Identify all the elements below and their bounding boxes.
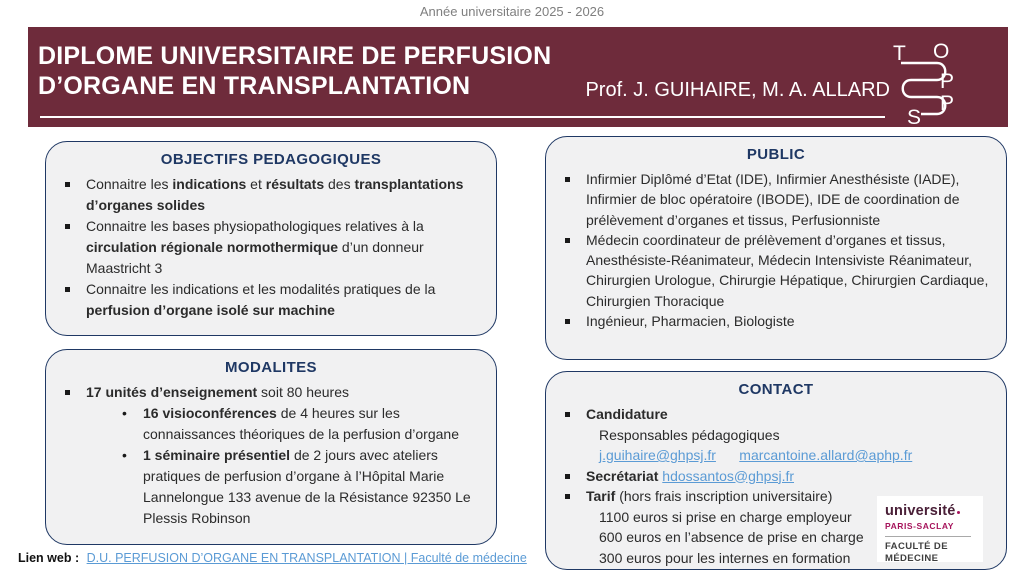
list-item xyxy=(562,311,994,331)
text-segment: Tarif xyxy=(586,488,616,504)
list-item xyxy=(62,174,484,216)
text-segment: 1 séminaire présentiel xyxy=(143,447,291,463)
list-item xyxy=(62,279,484,321)
list-item xyxy=(62,216,484,279)
text-segment: d’un donneur Maastricht 3 xyxy=(86,239,424,276)
text-segment: et xyxy=(246,176,266,192)
contact-title: CONTACT xyxy=(738,381,814,398)
text-segment: Connaitre les xyxy=(86,176,173,192)
list-item xyxy=(562,169,994,230)
svg-text:T: T xyxy=(893,42,906,65)
square-bullet xyxy=(62,279,86,321)
faculte-label-line1: FACULTÉ DE xyxy=(885,541,948,552)
title-line-1: DIPLOME UNIVERSITAIRE DE PERFUSION xyxy=(38,42,552,70)
text-segment: Ingénieur, Pharmacien, Biologiste xyxy=(586,313,795,330)
square-bullet xyxy=(62,382,86,403)
public-list xyxy=(546,166,1006,331)
email-link[interactable]: marcantoine.allard@aphp.fr xyxy=(739,447,913,463)
square-bullet xyxy=(562,486,586,507)
text-segment: résultats xyxy=(265,176,325,192)
text-segment: Candidature xyxy=(586,406,668,422)
text-segment: transplantations d’organes solides xyxy=(86,176,464,213)
text-segment: Connaitre les indications et les modalités pratiques de la xyxy=(86,281,436,297)
svg-text:O: O xyxy=(933,40,950,63)
list-item xyxy=(599,445,994,466)
professors-label: Prof. J. GUIHAIRE, M. A. ALLARD xyxy=(585,79,890,101)
square-bullet xyxy=(62,216,86,279)
logo-accent-dot xyxy=(957,511,960,514)
slide-title xyxy=(38,41,551,101)
text-segment: de 4 heures sur les connaissances théoriques de la perfusion d’organe xyxy=(143,405,459,442)
list-item-text xyxy=(86,216,484,279)
logo-divider xyxy=(885,536,971,537)
square-bullet xyxy=(562,466,586,487)
list-item xyxy=(562,466,994,487)
text-segment: Infirmier Diplômé d’Etat (IDE), Infirmier Anesthésiste (IADE), Infirmier de bloc opératoire (IBODE), IDE de coordination de prélèvement d’organes et tissus, Perfusionniste xyxy=(586,171,960,228)
text-segment: 600 euros en l’absence de prise en charge xyxy=(599,529,864,545)
text-segment: 1100 euros si prise en charge employeur xyxy=(599,508,852,525)
svg-text:P: P xyxy=(940,70,955,93)
objectifs-title: OBJECTIFS PEDAGOGIQUES xyxy=(160,151,382,168)
list-item-text xyxy=(586,404,994,425)
public-title: PUBLIC xyxy=(746,146,806,163)
list-item-text xyxy=(586,311,994,331)
square-bullet xyxy=(562,311,586,331)
title-line-2: D’ORGANE EN TRANSPLANTATION xyxy=(38,72,471,100)
dot-bullet xyxy=(119,403,143,445)
web-link-row xyxy=(18,551,527,565)
dot-bullet xyxy=(119,445,143,529)
header-band xyxy=(28,27,1008,127)
text-segment: circulation régionale normothermique xyxy=(86,239,339,255)
header-underline xyxy=(40,116,885,118)
square-bullet xyxy=(562,404,586,425)
text-segment xyxy=(716,447,739,463)
list-item-text xyxy=(86,174,484,216)
text-segment: soit 80 heures xyxy=(257,384,350,400)
text-segment: (hors frais inscription universitaire) xyxy=(615,488,833,504)
list-item xyxy=(562,230,994,311)
list-item-text xyxy=(143,445,484,529)
paris-saclay-logo xyxy=(877,496,983,562)
modalites-box xyxy=(45,349,497,545)
text-segment: perfusion d’organe isolé sur machine xyxy=(86,302,335,318)
text-segment: Responsables pédagogiques xyxy=(599,426,780,443)
faculte-label-line2: MÉDECINE xyxy=(885,553,939,564)
list-item xyxy=(119,403,484,445)
text-segment: 16 visioconférences xyxy=(143,405,277,421)
topps-logo-icon xyxy=(891,39,963,125)
square-bullet xyxy=(62,174,86,216)
objectifs-box xyxy=(45,141,497,336)
academic-year-label: Année universitaire 2025 - 2026 xyxy=(419,4,605,19)
list-item-text xyxy=(86,279,484,321)
list-item xyxy=(562,404,994,425)
modalites-title: MODALITES xyxy=(225,359,317,376)
web-link-label: Lien web : xyxy=(18,551,80,565)
web-link[interactable]: D.U. PERFUSION D’ORGANE EN TRANSPLANTATION | Faculté de médecine xyxy=(86,551,527,565)
list-item-text xyxy=(143,403,484,445)
list-item xyxy=(599,425,994,446)
list-item-text xyxy=(86,382,484,403)
list-item-text xyxy=(586,466,994,487)
text-segment: des xyxy=(324,176,355,192)
text-segment: Secrétariat xyxy=(586,467,663,484)
square-bullet xyxy=(562,230,586,311)
list-item-text xyxy=(599,445,994,466)
svg-text:P: P xyxy=(940,92,955,115)
list-item xyxy=(62,382,484,403)
email-link[interactable]: j.guihaire@ghpsj.fr xyxy=(599,447,716,463)
text-segment: Connaitre les bases physiopathologiques relatives à la xyxy=(86,218,424,234)
svg-text:S: S xyxy=(907,106,922,125)
text-segment: Médecin coordinateur de prélèvement d’organes et tissus, Anesthésiste-Réanimateur, Médecin Intensiviste Réanimateur, Chirurgien Urologue, Chirurgie Hépatique, Chirurgien Cardiaque, Chirurgien Thoracique xyxy=(586,231,989,309)
text-segment: 300 euros pour les internes en formation xyxy=(599,549,851,566)
universite-wordmark: université xyxy=(885,503,956,519)
list-item xyxy=(119,445,484,529)
list-item-text xyxy=(586,230,994,311)
text-segment: indications xyxy=(172,176,247,192)
list-item-text xyxy=(599,425,994,446)
modalites-list xyxy=(46,379,496,529)
paris-saclay-label: PARIS-SACLAY xyxy=(885,521,954,531)
square-bullet xyxy=(562,169,586,230)
text-segment: de 2 jours avec ateliers pratiques de perfusion d’organe à l’Hôpital Marie Lannelongue 133 avenue de la Résistance 92350 Le Plessis Robinson xyxy=(143,447,471,526)
list-item-text xyxy=(586,169,994,230)
email-link[interactable]: hdossantos@ghpsj.fr xyxy=(662,467,795,484)
objectifs-list xyxy=(46,171,496,321)
text-segment: 17 unités d’enseignement xyxy=(86,384,258,400)
public-box xyxy=(545,136,1007,360)
